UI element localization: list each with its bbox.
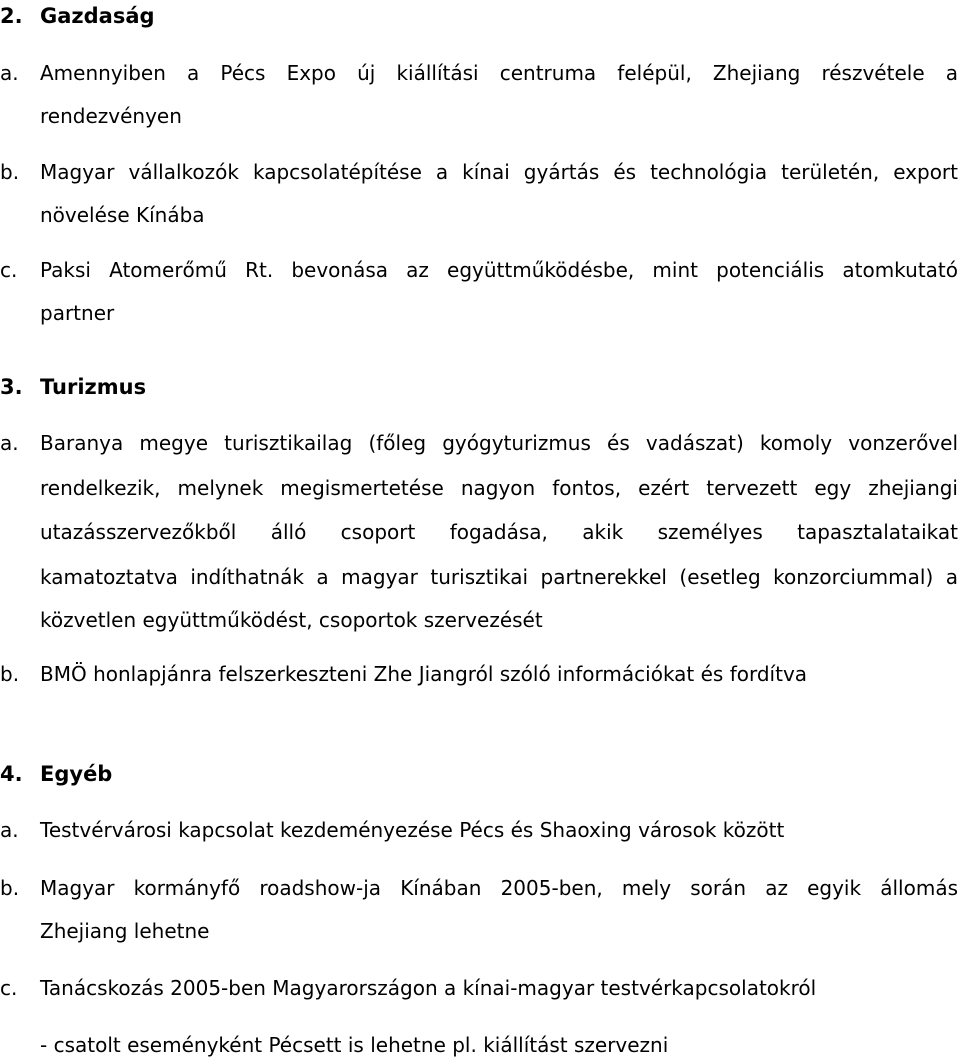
section-title: Turizmus xyxy=(40,375,147,399)
section-heading-egyeb xyxy=(0,762,112,786)
section-heading-turizmus xyxy=(0,375,146,399)
list-item-line: kamatoztatva indíthatnák a magyar turisztikai partnerekkel (esetleg konzorciummal) a xyxy=(40,565,958,589)
section-number: 3. xyxy=(0,375,23,399)
list-item-line: Baranya megye turisztikailag (főleg gyógyturizmus és vadászat) komoly vonzerővel xyxy=(40,431,958,455)
list-item-line: rendezvényen xyxy=(40,104,182,128)
list-item-line: növelése Kínába xyxy=(40,203,205,227)
list-marker: b. xyxy=(0,662,20,686)
list-marker: a. xyxy=(0,818,19,842)
section-heading-gazdasag xyxy=(0,4,155,28)
section-title: Gazdaság xyxy=(40,4,155,28)
list-item-line: Amennyiben a Pécs Expo új kiállítási centruma felépül, Zhejiang részvétele a xyxy=(40,61,958,85)
section-title: Egyéb xyxy=(40,762,113,786)
list-item-line: Paksi Atomerőmű Rt. bevonása az együttműködésbe, mint potenciális atomkutató xyxy=(40,258,958,282)
list-marker: b. xyxy=(0,876,20,900)
list-item-line: Magyar kormányfő roadshow-ja Kínában 2005-ben, mely során az egyik állomás xyxy=(40,876,958,900)
list-marker: c. xyxy=(0,258,18,282)
section-number: 4. xyxy=(0,762,23,786)
list-marker: a. xyxy=(0,61,19,85)
list-item-line: BMÖ honlapjánra felszerkeszteni Zhe Jiangról szóló információkat és fordítva xyxy=(40,662,808,686)
note-line: - csatolt eseményként Pécsett is lehetne pl. kiállítást szervezni xyxy=(40,1033,669,1057)
list-marker: b. xyxy=(0,160,20,184)
list-item-line: Tanácskozás 2005-ben Magyarországon a kínai-magyar testvérkapcsolatokról xyxy=(40,976,817,1000)
list-marker: c. xyxy=(0,976,18,1000)
list-item-line: közvetlen együttműködést, csoportok szervezését xyxy=(40,608,543,632)
list-item-line: partner xyxy=(40,301,115,325)
list-item-line: Testvérvárosi kapcsolat kezdeményezése Pécs és Shaoxing városok között xyxy=(40,818,785,842)
list-item-line: Zhejiang lehetne xyxy=(40,919,210,943)
list-item-line: Magyar vállalkozók kapcsolatépítése a kínai gyártás és technológia területén, export xyxy=(40,160,958,184)
list-item-line: rendelkezik, melynek megismertetése nagyon fontos, ezért tervezett egy zhejiangi xyxy=(40,476,958,500)
list-item-line: utazásszervezőkből álló csoport fogadása, akik személyes tapasztalataikat xyxy=(40,520,958,544)
list-marker: a. xyxy=(0,431,19,455)
section-number: 2. xyxy=(0,4,23,28)
